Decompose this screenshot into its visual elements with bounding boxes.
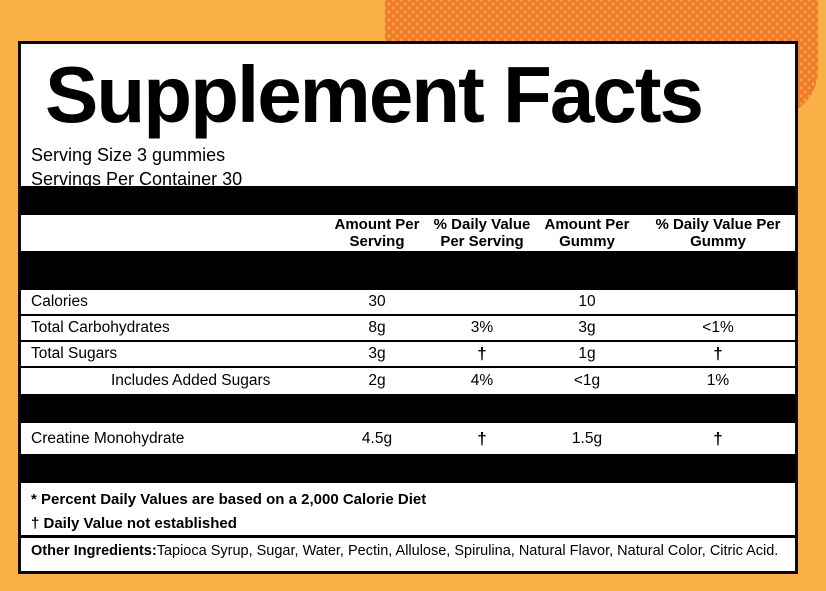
row-value: 3g (578, 319, 596, 336)
supplement-facts-title: Supplement Facts (45, 50, 703, 139)
column-header-dv-per-serving: % Daily Value Per Serving (433, 216, 531, 250)
fact-row-creatine-monohydrate (21, 423, 795, 454)
separator-bar-bottom (21, 454, 795, 483)
row-value: 1% (706, 372, 730, 389)
row-name: Total Sugars (31, 345, 118, 362)
servings-per-container: Servings Per Container 30 (31, 169, 243, 189)
other-ingredients-label: Other Ingredients: (31, 543, 157, 559)
row-value: 3g (368, 345, 386, 362)
serving-size: Serving Size 3 gummies (31, 145, 226, 165)
separator-bar-header (21, 251, 795, 290)
row-value: † (713, 344, 723, 363)
row-value: † (713, 428, 723, 448)
row-name: Includes Added Sugars (111, 372, 271, 389)
row-value: 1.5g (571, 429, 603, 447)
footnotes-section (21, 483, 795, 538)
row-value: 10 (578, 293, 596, 310)
fact-row-total-sugars (21, 342, 795, 368)
row-value: <1g (573, 372, 601, 389)
row-value: † (477, 428, 487, 448)
other-ingredients-row (21, 538, 795, 564)
row-name: Total Carbohydrates (31, 319, 170, 336)
column-header-amount-per-serving: Amount Per Serving (334, 216, 420, 250)
row-value: 30 (368, 293, 386, 310)
column-header-amount-per-gummy: Amount Per Gummy (544, 216, 630, 250)
footnote-daily-value-not-established: † Daily Value not established (31, 515, 237, 532)
row-value: 4.5g (361, 429, 393, 447)
row-name: Calories (31, 293, 88, 310)
row-value: 4% (470, 372, 494, 389)
title-block (21, 44, 795, 189)
row-value: 3% (470, 319, 494, 336)
footnote-percent-daily-values: * Percent Daily Values are based on a 2,000 Calorie Diet (31, 491, 427, 508)
other-ingredients-text: Tapioca Syrup, Sugar, Water, Pectin, Allulose, Spirulina, Natural Flavor, Natural Color, Citric Acid. (156, 543, 779, 559)
row-value: † (477, 344, 487, 363)
row-name: Creatine Monohydrate (31, 429, 185, 447)
row-value: 1g (578, 345, 596, 362)
column-header-dv-per-gummy: % Daily Value Per Gummy (655, 216, 781, 250)
fact-row-total-carbohydrates (21, 316, 795, 342)
row-value: 2g (368, 372, 386, 389)
facts-header-row (21, 215, 795, 251)
separator-bar-middle (21, 394, 795, 423)
fact-row-includes-added-sugars (21, 368, 795, 394)
row-value: <1% (702, 319, 734, 336)
row-value: 8g (368, 319, 386, 336)
supplement-facts-label (18, 41, 798, 574)
fact-row-calories (21, 290, 795, 316)
